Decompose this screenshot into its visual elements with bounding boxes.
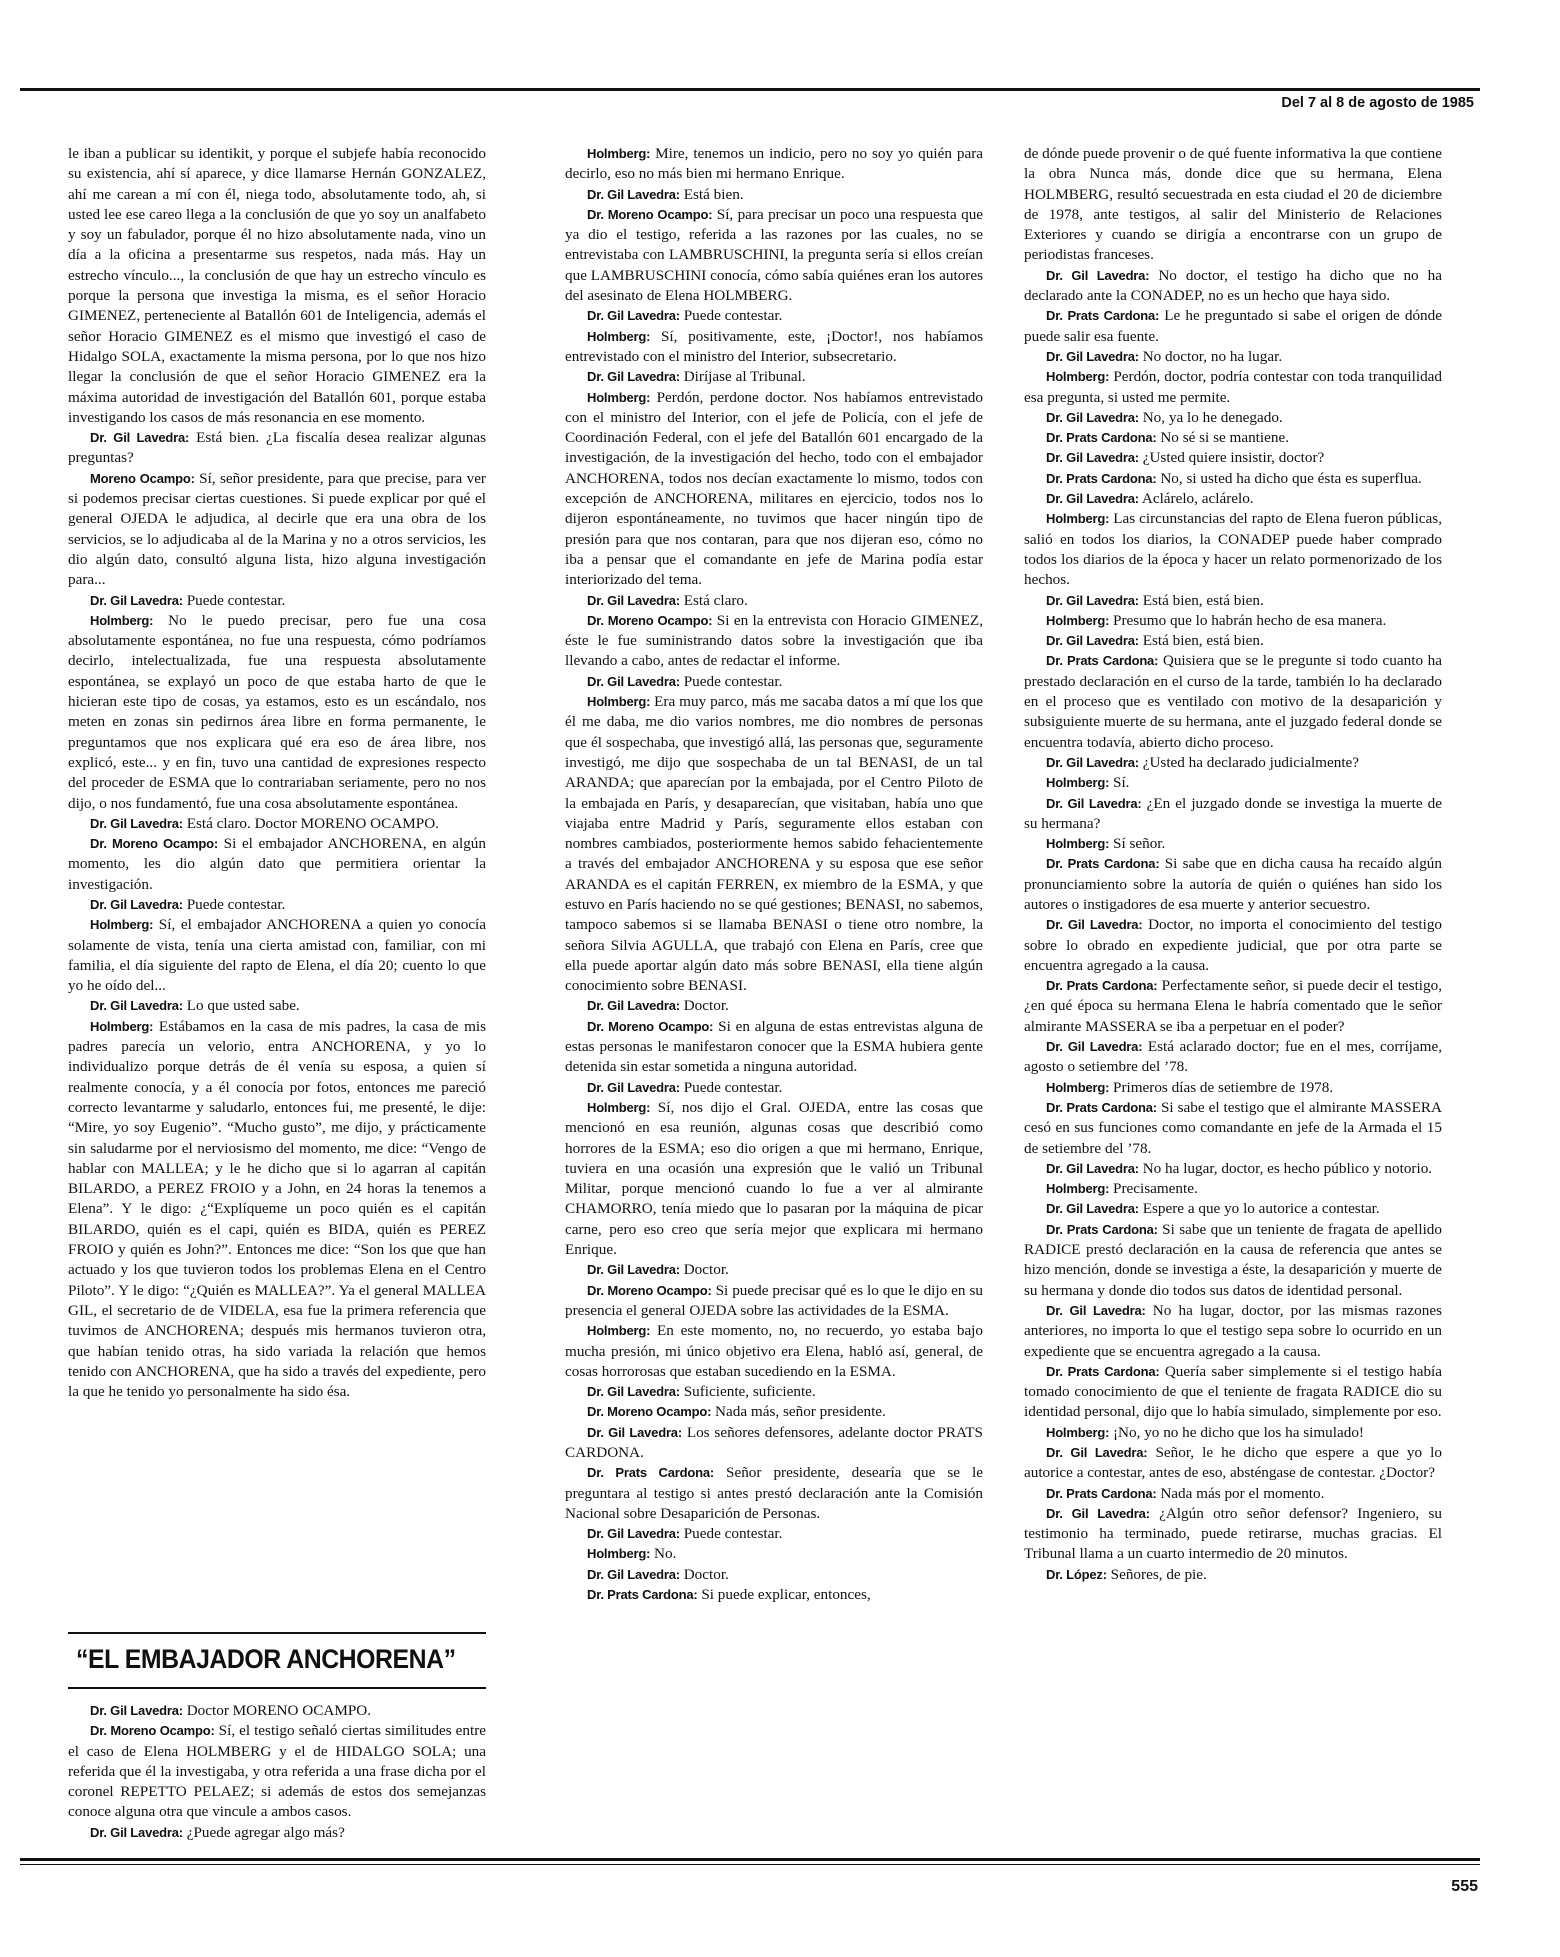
speaker-label: Dr. Gil Lavedra: [90, 1703, 183, 1718]
paragraph-text: Estábamos en la casa de mis padres, la casa de mis padres parecía un velorio, entra ANCHORENA, y yo lo individualizo porque detrás de él venía su esposa, a quien sí realmente conocía, y a él conocía por fotos, entonces me pareció correcto levantarme y saludarlo, entonces fui, me presenté, le dije: “Mire, yo soy Eugenio”. “Mucho gusto”, me dijo, y prácticamente sin saludarme por el nerviosismo del momento, me dice: “Vengo de hablar con MALLEA; y le he dicho que si lo agarran al capitán BILARDO, a PEREZ FROIO y a John, en 24 horas la tenemos a Elena”. Y le digo: ¿“Explíqueme un poco quién es el capitán BILARDO, quién es el capi, quién es BIDA, quién es PEREZ FROIO y quién es John?”. Entonces me dice: “Son los que que han actuado y los que tuvieron todos los problemas Elena en el Centro Piloto”. Y le digo: “¿Quién es MALLEA?”. Ya el general MALLEA GIL, el secretario de de VIDELA, esa fue la primera referencia que tuvimos de ANCHORENA; después mis hermanos tuvieron otra, que habían tenido otras, ha sido variada la relación que hemos tenido con ANCHORENA, que ha sido a través del expediente, pero la que he tenido yo personalmente ha sido ésa. [68, 1017, 487, 1401]
speaker-label: Dr. Gil Lavedra: [1046, 592, 1139, 608]
speaker-label: Dr. Gil Lavedra: [90, 592, 183, 608]
paragraph-text: Perdón, perdone doctor. Nos habíamos entrevistado con el ministro del Interior, con el jefe de Policía, con el jefe de Coordinación Federal, con el jefe del Batallón 601 encargado de la investigación, de la investigación del hecho, todo con el embajador ANCHORENA, todos nos decían exactamente lo mismo, todos con excepción de ANCHORENA, militares en ejercicio, todos nos lo dijeron espontáneamente, no tuvimos que hacer ningún tipo de presión para que nos contaran, para que nos dijeran eso, cómo no iba a pensar que el comandante en jefe de Marina podía estar interiorizado del tema. [565, 388, 983, 589]
speaker-label: Dr. Prats Cardona: [1046, 470, 1157, 486]
paragraph-text: Las circunstancias del rapto de Elena fueron públicas, salió en todos los diarios, la CONADEP puede haber comprado todos los diarios de la época y hacer un relato pormenorizado de los hechos. [1024, 510, 1442, 589]
speaker-label: Dr. Gil Lavedra: [1046, 1445, 1148, 1460]
speaker-label: Dr. Prats Cardona: [1046, 430, 1157, 446]
paragraph [1024, 448, 1442, 468]
speaker-label: Dr. Gil Lavedra: [1046, 754, 1139, 770]
speaker-label: Dr. Gil Lavedra: [1046, 1201, 1139, 1217]
speaker-label: Dr. Gil Lavedra: [587, 1424, 682, 1440]
speaker-label: Dr. Gil Lavedra: [90, 430, 190, 446]
paragraph-text: Está bien, está bien. [1142, 632, 1264, 650]
speaker-label: Dr. Gil Lavedra: [587, 1566, 680, 1582]
paragraph [565, 672, 983, 692]
speaker-label: Holmberg: [587, 146, 651, 161]
speaker-label: Dr. Gil Lavedra: [1046, 1505, 1150, 1521]
paragraph [1024, 428, 1442, 448]
paragraph-text: No le puedo precisar, pero fue una cosa absolutamente espontánea, no fue una respuesta, cómo podríamos decirlo, intelectualizada, fue una respuesta absolutamente espontánea, se explayó un poco de que estaba harto de que le hicieran este tipo de cosas, ya estamos, esto es un escándalo, nos meten en zonas sin pedirnos área libre en forma permanente, le preguntamos que nos explicara qué era eso de área libre, nos explicó, este... y en fin, tuvo una cantidad de expresiones respecto del proceder de ESMA que lo contrariaban seriamente, pero no nos dijo, o nos fundamentó, fue una cosa absolutamente espontánea. [68, 611, 486, 812]
paragraph-text: Doctor, no importa el conocimiento del testigo sobre lo obrado en expediente judicial, que por otra parte se encuentra agregado a la causa. [1024, 916, 1443, 974]
speaker-label: Dr. Gil Lavedra: [1046, 450, 1139, 466]
paragraph [68, 1823, 486, 1843]
speaker-label: Holmberg: [1046, 1181, 1110, 1197]
paragraph [1024, 591, 1442, 611]
paragraph-text: Nada más, señor presidente. [715, 1403, 886, 1421]
paragraph [1024, 306, 1442, 347]
paragraph [1024, 976, 1442, 1037]
paragraph-text: ¿Usted ha declarado judicialmente? [1142, 753, 1360, 771]
speaker-label: Dr. Gil Lavedra: [587, 369, 680, 385]
section-body [68, 1701, 486, 1843]
section-embajador-anchorena [68, 1632, 486, 1843]
paragraph [1024, 915, 1442, 976]
speaker-label: Dr. Gil Lavedra: [1046, 1160, 1139, 1176]
speaker-label: Holmberg: [1046, 369, 1110, 385]
paragraph [1024, 367, 1442, 408]
paragraph-text: Está bien. ¿La fiscalía desea realizar algunas preguntas? [68, 429, 486, 467]
paragraph-text: Sí, el testigo señaló ciertas similitudes entre el caso de Elena HOLMBERG y el de HIDALGO SOLA; una referida que él la investigaba, y otra referida a una frase dicha por el coronel REPETTO PELAEZ; si además de estos dos semejanzas conoce alguna otra que vincule a ambos casos. [68, 1722, 486, 1821]
paragraph-text: No sé si se mantiene. [1160, 429, 1289, 447]
speaker-label: Dr. Moreno Ocampo: [587, 1282, 712, 1298]
speaker-label: Dr. Gil Lavedra: [1046, 348, 1139, 364]
paragraph-text: No doctor, no ha lugar. [1142, 347, 1283, 365]
speaker-label: Holmberg: [1046, 1424, 1110, 1440]
paragraph [1024, 266, 1442, 307]
paragraph [1024, 1423, 1442, 1443]
speaker-label: Holmberg: [587, 1546, 651, 1562]
speaker-label: Dr. Gil Lavedra: [1046, 1039, 1143, 1055]
column-1 [68, 144, 486, 1402]
paragraph [1024, 794, 1442, 835]
speaker-label: Dr. Moreno Ocampo: [587, 1018, 714, 1034]
paragraph-text: No, si usted ha dicho que ésta es superflua. [1160, 469, 1422, 487]
speaker-label: Dr. Moreno Ocampo: [587, 1404, 712, 1420]
paragraph [565, 1098, 983, 1260]
paragraph [565, 996, 983, 1016]
paragraph [1024, 1220, 1442, 1301]
paragraph-text: Si en alguna de estas entrevistas alguna de estas personas le manifestaron conocer que la ESMA hubiera gente detenida sin estar sometida a ninguna autoridad. [565, 1017, 984, 1076]
speaker-label: Dr. Moreno Ocampo: [90, 836, 218, 852]
paragraph-text: Señores, de pie. [1110, 1565, 1207, 1583]
paragraph [68, 1721, 486, 1822]
speaker-label: Dr. Prats Cardona: [587, 1587, 698, 1603]
speaker-label: Dr. Prats Cardona: [1046, 1099, 1157, 1115]
paragraph [565, 1463, 983, 1524]
paragraph-text: Quisiera que se le pregunte si todo cuanto ha prestado declaración en el curso de la tarde, también lo ha declarado en el proceso que es ventilado con motivo de la desaparición y subsiguiente muerte de su hermana, ante el juzgado federal donde se encuentra todavía, abierto dicho proceso. [1024, 652, 1443, 751]
paragraph-text: Puede contestar. [186, 591, 286, 609]
paragraph-text: Espere a que yo lo autorice a contestar. [1142, 1200, 1380, 1218]
speaker-label: Dr. Gil Lavedra: [1046, 491, 1139, 507]
bottom-rule-thin [20, 1864, 1480, 1865]
speaker-label: Holmberg: [587, 389, 651, 405]
speaker-label: Dr. Prats Cardona: [1046, 1485, 1157, 1501]
paragraph-text: Suficiente, suficiente. [683, 1383, 816, 1401]
paragraph-text: ¡No, yo no he dicho que los ha simulado! [1113, 1423, 1364, 1441]
speaker-label: Dr. Moreno Ocampo: [90, 1723, 215, 1739]
paragraph [68, 895, 486, 915]
speaker-label: Holmberg: [90, 917, 154, 933]
speaker-label: Dr. Gil Lavedra: [1046, 633, 1139, 649]
paragraph [565, 1585, 983, 1605]
speaker-label: Dr. Gil Lavedra: [1046, 795, 1142, 811]
paragraph-text: Está bien. [683, 185, 744, 203]
paragraph-text: Aclárelo, aclárelo. [1141, 490, 1254, 508]
paragraph [1024, 469, 1442, 489]
speaker-label: Dr. Gil Lavedra: [90, 815, 183, 831]
speaker-label: Dr. Prats Cardona: [1046, 1363, 1160, 1379]
paragraph-text: Sí. [1113, 774, 1130, 792]
bottom-rule [20, 1858, 1480, 1861]
paragraph [565, 611, 983, 672]
paragraph [68, 469, 486, 591]
paragraph-text: Si sabe el testigo que el almirante MASSERA cesó en sus funciones como comandante en jefe de la Armada el 15 de setiembre del ’78. [1024, 1098, 1443, 1157]
speaker-label: Dr. Gil Lavedra: [587, 308, 680, 324]
paragraph [565, 327, 983, 368]
paragraph-text: ¿Algún otro señor defensor? Ingeniero, su testimonio ha terminado, puede retirarse, muchas gracias. El Tribunal llama a un cuarto intermedio de 20 minutos. [1024, 1504, 1442, 1563]
paragraph [565, 1524, 983, 1544]
paragraph [1024, 509, 1442, 590]
paragraph [1024, 1078, 1442, 1098]
paragraph-text: No. [654, 1545, 677, 1563]
paragraph-text: Mire, tenemos un indicio, pero no soy yo quién para decirlo, eso no más bien mi hermano Enrique. [565, 145, 983, 183]
speaker-label: Dr. Prats Cardona: [1046, 1221, 1158, 1237]
paragraph-text: Primeros días de setiembre de 1978. [1113, 1078, 1334, 1096]
paragraph-text: Sí, el embajador ANCHORENA a quien yo conocía solamente de vista, tenía una cierta amistad con, familiar, con mi familia, el día siguiente del rapto de Elena, el día 20; cuento lo que yo he oído del... [68, 916, 486, 995]
paragraph-text: Está claro. Doctor MORENO OCAMPO. [186, 814, 439, 832]
paragraph-text: Sí señor. [1113, 835, 1166, 853]
paragraph [565, 692, 983, 996]
paragraph [565, 1382, 983, 1402]
paragraph [1024, 753, 1442, 773]
paragraph [565, 1260, 983, 1280]
paragraph [68, 1701, 486, 1721]
paragraph [565, 367, 983, 387]
speaker-label: Dr. Gil Lavedra: [1046, 409, 1139, 425]
paragraph [1024, 1159, 1442, 1179]
paragraph [1024, 611, 1442, 631]
paragraph-text: Si sabe que un teniente de fragata de apellido RADICE prestó declaración en la causa de referencia que antes se hizo mención, donde se investiga a éste, la desaparición y muerte de su hermana y donde dio todos sus datos de identidad personal. [1024, 1220, 1442, 1299]
paragraph [1024, 631, 1442, 651]
paragraph-text: Lo que usted sabe. [186, 997, 300, 1015]
paragraph [565, 1078, 983, 1098]
paragraph-text: le iban a publicar su identikit, y porque el subjefe había reconocido su existencia, ahí sí aparece, y dice llamarse Hernán GONZALEZ, ahí me carean a mí con él, niega todo, absolutamente todo, ah, si usted lee ese careo llega a la conclusión de que yo soy un analfabeto y soy un fabulador, porque él no hizo absolutamente nada, vino un día a la oficina a presentarme sus respetos, nada más. Hay un estrecho vínculo..., la conclusión de que hay un estrecho vínculo es porque la persona que investiga la misma, es el señor Horacio GIMENEZ, perteneciente al Batallón 601 de Inteligencia, además el señor Horacio GIMENEZ es el mismo que investigó el caso de Hidalgo SOLA, exactamente la misma persona, por lo que nos hizo llegar la conclusión de que el señor Horacio GIMENEZ era la máxima autoridad de investigación del Batallón 601, porque estaba investigando los casos de más resonancia en ese momento. [68, 145, 486, 426]
speaker-label: Holmberg: [587, 328, 651, 344]
paragraph [1024, 1179, 1442, 1199]
paragraph [1024, 651, 1442, 752]
paragraph [1024, 1443, 1442, 1484]
paragraph [565, 591, 983, 611]
paragraph [565, 1017, 983, 1078]
paragraph [565, 1281, 983, 1322]
paragraph [1024, 1301, 1442, 1362]
paragraph-text: Quería saber simplemente si el testigo había tomado conocimiento de que el teniente de fragata RADICE dio su identidad personal, dijo que lo había simulado, simplemente por eso. [1024, 1362, 1443, 1421]
paragraph [1024, 347, 1442, 367]
paragraph [565, 185, 983, 205]
paragraph-text: Puede contestar. [683, 1525, 783, 1543]
speaker-label: Holmberg: [587, 1099, 651, 1115]
paragraph-text: Puede contestar. [683, 1078, 783, 1096]
paragraph-text: Doctor MORENO OCAMPO. [186, 1702, 372, 1719]
paragraph [1024, 1565, 1442, 1585]
speaker-label: Holmberg: [1046, 836, 1110, 852]
paragraph [565, 144, 983, 185]
paragraph [1024, 144, 1442, 266]
paragraph-text: Está aclarado doctor; fue en el mes, corríjame, agosto o setiembre del ’78. [1024, 1038, 1442, 1076]
column-2 [565, 144, 983, 1605]
paragraph [1024, 1037, 1442, 1078]
speaker-label: Dr. Prats Cardona: [1046, 308, 1160, 324]
top-rule [20, 88, 1480, 91]
section-rule [68, 1632, 486, 1634]
paragraph-text: Puede contestar. [186, 895, 286, 913]
paragraph-text: Si puede precisar qué es lo que le dijo en su presencia el general OJEDA sobre las actividades de la ESMA. [565, 1281, 983, 1319]
paragraph [68, 996, 486, 1016]
paragraph [1024, 854, 1442, 915]
paragraph [68, 591, 486, 611]
speaker-label: Dr. Moreno Ocampo: [587, 612, 713, 628]
speaker-label: Dr. Prats Cardona: [1046, 856, 1160, 872]
speaker-label: Dr. Prats Cardona: [1046, 653, 1159, 669]
paragraph [565, 306, 983, 326]
paragraph [1024, 408, 1442, 428]
speaker-label: Dr. Gil Lavedra: [90, 896, 183, 912]
speaker-label: Dr. Gil Lavedra: [1046, 267, 1150, 283]
paragraph-text: Si sabe que en dicha causa ha recaído algún pronunciamiento sobre la autoría de quién o quiénes han sido los autores o instigadores de esa muerte y anterior secuestro. [1024, 855, 1442, 913]
speaker-label: Dr. Gil Lavedra: [587, 998, 680, 1014]
speaker-label: Dr. Gil Lavedra: [90, 1824, 183, 1840]
paragraph-text: Sí, positivamente, este, ¡Doctor!, nos habíamos entrevistado con el ministro del Interior, subsecretario. [565, 327, 984, 365]
speaker-label: Dr. López: [1046, 1566, 1107, 1582]
paragraph-text: Si puede explicar, entonces, [701, 1586, 871, 1604]
speaker-label: Dr. Gil Lavedra: [1046, 917, 1143, 933]
speaker-label: Dr. Moreno Ocampo: [587, 206, 713, 222]
paragraph-text: En este momento, no, no recuerdo, yo estaba bajo mucha presión, mi único objetivo era Elena, habló así, general, de cosas horrorosas que estaban sucediendo en la ESMA. [565, 1322, 984, 1380]
paragraph [68, 611, 486, 814]
paragraph-text: de dónde puede provenir o de qué fuente informativa la que contiene la obra Nunca más, donde dice que su hermana, Elena HOLMBERG, resultó secuestrada en esta ciudad el 20 de diciembre de 1978, ante testigos, al salir del Ministerio de Relaciones Exteriores y cuando se dirigía a encontrarse con un grupo de periodistas franceses. [1024, 145, 1442, 264]
speaker-label: Holmberg: [587, 1323, 651, 1339]
paragraph-text: Nada más por el momento. [1160, 1484, 1325, 1502]
paragraph-text: Doctor. [683, 997, 729, 1015]
paragraph [68, 144, 486, 428]
speaker-label: Dr. Gil Lavedra: [587, 1526, 680, 1542]
paragraph [1024, 1504, 1442, 1565]
paragraph-text: ¿Puede agregar algo más? [186, 1823, 345, 1841]
paragraph-text: Sí, nos dijo el Gral. OJEDA, entre las cosas que mencionó en esa reunión, algunas cosas que describió como horrores de la ESMA; eso dio origen a que mi hermano, Enrique, tuviera en una ocasión una expresión que le valió un Tribunal Militar, porque mencionó cuando lo fue a ver al almirante CHAMORRO, tenía miedo que lo pasaran por la máquina de picar carne, pero eso creo que sería mejor que explicara mi hermano Enrique. [565, 1098, 983, 1259]
paragraph-text: Perdón, doctor, podría contestar con toda tranquilidad esa pregunta, si usted me permite. [1024, 368, 1443, 406]
speaker-label: Dr. Gil Lavedra: [587, 1079, 680, 1095]
speaker-label: Holmberg: [1046, 612, 1110, 628]
speaker-label: Dr. Gil Lavedra: [587, 1262, 680, 1278]
page-number: 555 [1451, 1878, 1478, 1895]
speaker-label: Holmberg: [1046, 1079, 1110, 1095]
paragraph [1024, 1362, 1442, 1423]
paragraph-text: Si en la entrevista con Horacio GIMENEZ, éste le fue suministrando datos sobre la investigación que iba llevando a cabo, antes de redactar el informe. [565, 611, 983, 670]
speaker-label: Holmberg: [1046, 511, 1110, 527]
speaker-label: Dr. Prats Cardona: [1046, 978, 1158, 994]
speaker-label: Holmberg: [1046, 775, 1110, 791]
speaker-label: Dr. Gil Lavedra: [90, 998, 183, 1014]
paragraph-text: Sí, para precisar un poco una respuesta que ya dio el testigo, referida a las razones por las cuales, no se entrevistaba con LAMBRUSCHINI, la pregunta sería si ellos creían que LAMBRUSCHINI conocía, cómo sabía quiénes eran los autores del asesinato de Elena HOLMBERG. [565, 205, 984, 305]
issue-date: Del 7 al 8 de agosto de 1985 [1281, 95, 1474, 111]
paragraph [565, 1544, 983, 1564]
paragraph [1024, 1098, 1442, 1159]
paragraph-text: Presumo que lo habrán hecho de esa manera. [1113, 611, 1387, 629]
speaker-label: Dr. Gil Lavedra: [587, 673, 680, 689]
paragraph [565, 388, 983, 591]
paragraph [565, 205, 983, 306]
paragraph-text: Puede contestar. [683, 672, 783, 690]
paragraph-text: Precisamente. [1113, 1180, 1198, 1198]
paragraph-text: Está bien, está bien. [1142, 591, 1264, 609]
speaker-label: Dr. Gil Lavedra: [587, 592, 680, 608]
paragraph [68, 428, 486, 469]
paragraph-text: Señor presidente, desearía que se le preguntara al testigo si antes prestó declaración ante la Comisión Nacional sobre Desaparición de Personas. [565, 1464, 983, 1522]
paragraph-text: Doctor. [683, 1565, 729, 1583]
paragraph-text: Los señores defensores, adelante doctor PRATS CARDONA. [565, 1423, 984, 1461]
paragraph [565, 1565, 983, 1585]
paragraph-text: Si el embajador ANCHORENA, en algún momento, les dio algún dato que permitiera orientar la investigación. [68, 835, 486, 893]
paragraph-text: No, ya lo he denegado. [1142, 408, 1283, 426]
paragraph-text: Diríjase al Tribunal. [683, 368, 806, 386]
paragraph [1024, 1199, 1442, 1219]
paragraph-text: Señor, le he dicho que espere a que yo lo autorice a contestar, antes de eso, absténgase de contestar. ¿Doctor? [1024, 1444, 1442, 1482]
paragraph [1024, 834, 1442, 854]
paragraph-text: Puede contestar. [683, 307, 783, 325]
paragraph [68, 915, 486, 996]
speaker-label: Dr. Gil Lavedra: [1046, 1302, 1146, 1318]
paragraph-text: ¿Usted quiere insistir, doctor? [1142, 449, 1325, 467]
paragraph-text: ¿En el juzgado donde se investiga la muerte de su hermana? [1024, 794, 1442, 832]
paragraph-text: Doctor. [683, 1261, 729, 1279]
paragraph [565, 1423, 983, 1464]
speaker-label: Holmberg: [90, 1018, 154, 1034]
paragraph-text: Perfectamente señor, si puede decir el testigo, ¿en qué época su hermana Elena le habría comentado que le señor almirante MASSERA se iba a perpetuar en el poder? [1024, 977, 1442, 1035]
section-rule [68, 1687, 486, 1689]
speaker-label: Dr. Gil Lavedra: [587, 186, 680, 202]
paragraph [1024, 489, 1442, 509]
paragraph-text: No ha lugar, doctor, es hecho público y notorio. [1142, 1159, 1433, 1177]
paragraph [1024, 1484, 1442, 1504]
speaker-label: Dr. Gil Lavedra: [587, 1384, 680, 1400]
paragraph-text: Era muy parco, más me sacaba datos a mí que los que él me daba, me dio varios nombres, me dio nombres de personas que él sospechaba, que investigó allá, las personas que, seguramente investigó, me dijo que sospechaba de un tal BENASI, de un tal ARANDA; que aparecían por la embajada, por el Centro Piloto de la embajada en París, y desaparecían, que visitaban, había uno que viajaba entre Madrid y París, seguramente ellos estaban con nombres cambiados, posteriormente hemos sabido fehacientemente a través del embajador ANCHORENA y su esposa que ese señor ARANDA es el capitán FERREN, ex miembro de la ESMA, y que estuvo en París haciendo no se qué gestiones; BENASI, no sabemos, tampoco sabemos si se llamaba BENASI o tiene otro nombre, la señora Silvia AGULLA, que trabajó con Elena en París, cree que ella puede aportar algún dato más sobre BENASI, ella tiene algún conocimiento sobre BENASI. [565, 693, 984, 995]
speaker-label: Holmberg: [587, 694, 651, 710]
paragraph [68, 834, 486, 895]
section-title: “EL EMBAJADOR ANCHORENA” [76, 1644, 456, 1674]
paragraph [565, 1321, 983, 1382]
paragraph-text: No ha lugar, doctor, por las mismas razones anteriores, no importa lo que el testigo sepa sobre lo ocurrido en un expediente que se encuentra agregado a la causa. [1024, 1301, 1442, 1360]
paragraph [68, 1017, 486, 1403]
paragraph-text: No doctor, el testigo ha dicho que no ha declarado ante la CONADEP, no es un hecho que haya sido. [1024, 266, 1442, 305]
speaker-label: Moreno Ocampo: [90, 470, 195, 486]
paragraph [1024, 773, 1442, 793]
paragraph-text: Está claro. [683, 591, 748, 609]
paragraph [68, 814, 486, 834]
column-3 [1024, 144, 1442, 1585]
paragraph-text: Le he preguntado si sabe el origen de dónde puede salir esa fuente. [1024, 307, 1442, 345]
paragraph-text: Sí, señor presidente, para que precise, para ver si podemos precisar ciertas cuestiones. Si puede explicar por qué el general OJEDA le adjudica, al decirle que era una obra de los servicios, se lo adjudicaba al de la Marina y no a otros servicios, les dio algún dato, consultó alguna lista, hizo alguna investigación para... [68, 469, 486, 589]
speaker-label: Dr. Prats Cardona: [587, 1465, 714, 1481]
speaker-label: Holmberg: [90, 612, 154, 628]
paragraph [565, 1402, 983, 1422]
